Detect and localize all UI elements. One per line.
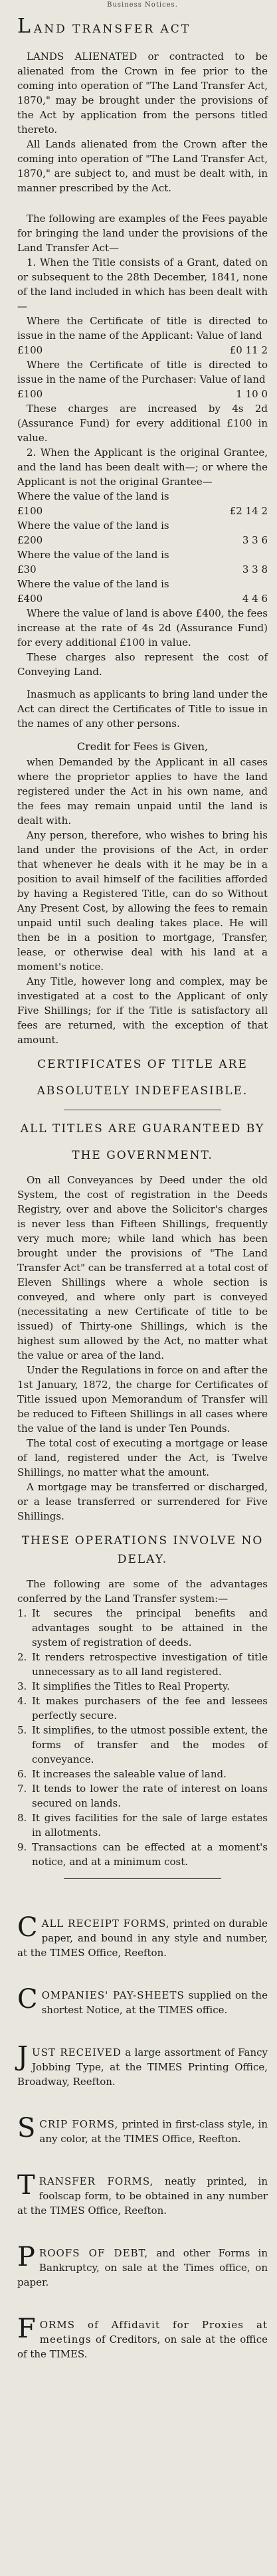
advantages-intro: The following are some of the advantages conferred by the Land Transfer system:—: [17, 1578, 268, 1605]
list-item: 7. It tends to lower the rate of interest on loans secured on lands.: [17, 1783, 268, 1809]
fee-row: Where the value of the land is: [17, 520, 169, 532]
advertisement: PROOFS OF DEBT, and other Forms in Bankruptcy, on sale at the Times office, on paper.: [17, 2242, 268, 2288]
case-2-note-2: These charges also represent the cost of Conveying Land.: [17, 651, 268, 678]
fee-row: £400 4 4 6: [17, 593, 268, 605]
advertisement: JUST RECEIVED a large assortment of Fancy Jobbing Type, at the TIMES Printing Office, Broadway, Reefton.: [17, 2041, 268, 2088]
case-2-fee-table: [17, 489, 268, 606]
fee-row: £30 3 3 8: [17, 563, 268, 575]
certificates-heading-2: ABSOLUTELY INDEFEASIBLE.: [37, 1084, 248, 1098]
fee-row: £200 3 3 6: [17, 534, 268, 546]
title-rest: AND TRANSFER ACT: [33, 23, 191, 36]
list-item: 1. It secures the principal benefits and advantages sought to be attained in the system of registration of deeds.: [17, 1607, 268, 1648]
insomuch-paragraph: Inasmuch as applicants to bring land under the Act can direct the Certificates of Title to issue in the names of any other persons.: [17, 688, 268, 730]
guaranteed-heading: ALL TITLES ARE GUARANTEED BY: [20, 1122, 265, 1136]
any-title-paragraph: Any Title, however long and complex, may be investigated at a cost to the Applicant of only Five Shillings; for if the Title is satisfactory all fees are returned, with the exception of that amount.: [17, 975, 268, 1046]
running-head: Business Notices.: [107, 1, 178, 9]
case-2-note: Where the value of land is above £400, the fees increase at the rate of 4s 2d (Assurance Fund) for every additional £100 in value.: [17, 607, 268, 648]
credit-heading: Credit for Fees is Given,: [76, 740, 209, 753]
list-item: 2. It renders retrospective investigation of title unnecessary as to all land registered.: [17, 1651, 268, 1678]
list-item: 5. It simplifies, to the utmost possible extent, the forms of transfer and the modes of conveyance.: [17, 1724, 268, 1765]
case-2: 2. When the Applicant is the original Grantee, and the land has been dealt with—; or where the Applicant is not the original Grantee—: [17, 446, 268, 488]
mortgage-paragraph: A mortgage may be transferred or discharged, or a lease transferred or surrendered for Five Shillings.: [17, 1481, 268, 1522]
list-item: 6. It increases the saleable value of land.: [17, 1768, 227, 1780]
conveyances-paragraph: On all Conveyances by Deed under the old System, the cost of registration in the Deeds Registry, over and above the Solicitor's charges is never less than Fifteen Shillings, frequently very much more; while land which has been brought under the provisions of "The Land Transfer Act" can be transferred at a total cost of Eleven Shillings where a whole section is conveyed, and where only part is conveyed (necessitating a new Certificate of title to be issued) of Thirty-one Shillings, which is the highest sum allowed by the Act, no matter what the value or area of the land.: [17, 1174, 268, 1361]
case-1-note: These charges are increased by 4s 2d (Assurance Fund) for every additional £100 in value.: [17, 403, 268, 444]
list-item: 3. It simplifies the Titles to Real Property.: [17, 1680, 231, 1692]
advertisement: COMPANIES' PAY-SHEETS supplied on the shortest Notice, at the TIMES office.: [17, 1984, 268, 2016]
guaranteed-heading-2: THE GOVERNMENT.: [72, 1149, 213, 1162]
total-cost-paragraph: The total cost of executing a mortgage or lease of land, registered under the Act, is Twelve Shillings, no matter what the amount.: [17, 1437, 268, 1478]
fee-row: £100 1 10 0: [17, 388, 268, 400]
operations-heading-2: DELAY.: [117, 1553, 168, 1566]
advertisement: FORMS of Affidavit for Proxies at meetings of Creditors, on sale at the office of the TIMES.: [17, 2314, 268, 2360]
notice-title: [17, 15, 268, 41]
divider: [64, 1878, 221, 1879]
advertisement: CALL RECEIPT FORMS, printed on durable paper, and bound in any style and number, at the TIMES Office, Reefton.: [17, 1912, 268, 1959]
list-item: 8. It gives facilities for the sale of large estates in allotments.: [17, 1812, 268, 1838]
advertisement: TRANSFER FORMS, neatly printed, in foolscap form, to be obtained in any number at the TIMES Office, Reefton.: [17, 2170, 268, 2217]
intro-paragraph-2: All Lands alienated from the Crown after the coming into operation of "The Land Transfer Act, 1870," are subject to, and must be dealt with, in manner prescribed by the Act.: [17, 138, 268, 194]
advertisement: SCRIP FORMS, printed in first-class style, in any color, at the TIMES Office, Reefton.: [17, 2113, 268, 2145]
case-1-where-purchaser: Where the Certificate of title is directed to issue in the name of the Purchaser: Value of land: [17, 359, 268, 385]
fee-row: Where the value of the land is: [17, 549, 169, 561]
intro-paragraph: LANDS ALIENATED or contracted to be alienated from the Crown in fee prior to the coming into operation of "The Land Transfer Act, 1870," may be brought under the provisions of the Act by application from the persons titled thereto.: [17, 50, 268, 136]
regulations-paragraph: Under the Regulations in force on and after the 1st January, 1872, the charge for Certificates of Title issued upon Memorandum of Transfer will be reduced to Fifteen Shillings in all cases where the value of the land is under Ten Pounds.: [17, 1364, 268, 1435]
fee-row: £100 £0 11 2: [17, 344, 268, 356]
case-1: 1. When the Title consists of a Grant, dated on or subsequent to the 28th December, 1841, none of the land included in which has been dealt with—: [17, 256, 268, 312]
title-initial: L: [17, 15, 34, 38]
fee-row: Where the value of the land is: [17, 490, 169, 502]
advantages-list: [17, 1606, 268, 1869]
fee-row: £100 £2 14 2: [17, 505, 268, 517]
list-item: 9. Transactions can be effected at a moment's notice, and at a minimum cost.: [17, 1841, 268, 1868]
any-person-paragraph: Any person, therefore, who wishes to bring his land under the provisions of the Act, in order that whenever he deals with it he may be in a position to avail himself of the facilities afforded by having a Registered Title, can do so Without Any Present Cost, by allowing the fees to remain unpaid until such dealing takes place. He will then be in a position to mortgage, Transfer, lease, or otherwise deal with his land at a moment's notice.: [17, 829, 268, 973]
fees-intro: The following are examples of the Fees payable for bringing the land under the provisions of the Land Transfer Act—: [17, 213, 268, 254]
fee-row: Where the value of the land is: [17, 578, 169, 590]
operations-heading: THESE OPERATIONS INVOLVE NO: [21, 1534, 264, 1547]
credit-paragraph: when Demanded by the Applicant in all cases where the proprietor applies to have the land registered under the Act in his own name, and the fees may remain unpaid until the land is dealt with.: [17, 756, 268, 827]
certificates-heading: CERTIFICATES OF TITLE ARE: [37, 1058, 248, 1071]
list-item: 4. It makes purchasers of the fee and lessees perfectly secure.: [17, 1695, 268, 1722]
case-1-where-applicant: Where the Certificate of title is directed to issue in the name of the Applicant: Value of land: [17, 315, 268, 342]
